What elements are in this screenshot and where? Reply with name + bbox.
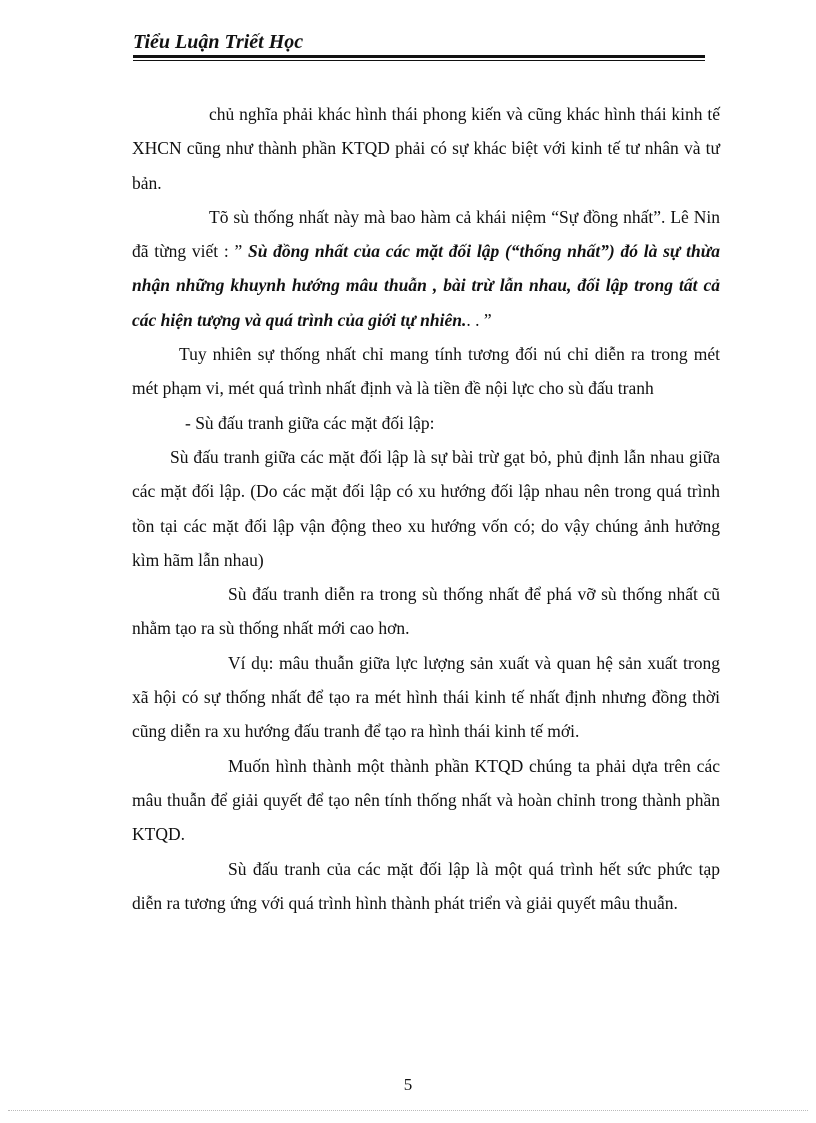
header-title: Tiểu Luận Triết Học	[133, 31, 304, 53]
paragraph-example: Ví dụ: mâu thuẫn giữa lực lượng sản xuất và quan hệ sản xuất trong xã hội có sự thống nhất để tạo ra mét hình thái kinh tế nhất định nhưng đồng thời cũng diễn ra xu hướng đấu tranh để tạo ra hình thái kinh tế mới.	[132, 652, 720, 742]
paragraph-struggle-definition: Sù đấu tranh giữa các mặt đối lập là sự bài trừ gạt bỏ, phủ định lẫn nhau giữa các mặt đối lập. (Do các mặt đối lập có xu hướng đối lập nhau nên trong quá trình tồn tại các mặt đối lập vận động theo xu hướng vốn có; do vậy chúng ảnh hưởng kìm hãm lẫn nhau)	[132, 446, 720, 570]
paragraph-ktqd: Muốn hình thành một thành phần KTQD chúng ta phải dựa trên các mâu thuẫn để giải quyết để tạo nên tính thống nhất và hoàn chỉnh trong thành phần KTQD.	[132, 755, 720, 845]
header-rule-thick	[133, 55, 705, 58]
paragraph-struggle-within-unity: Sù đấu tranh diễn ra trong sù thống nhất để phá vỡ sù thống nhất cũ nhằm tạo ra sù thống nhất mới cao hơn.	[132, 584, 720, 639]
section-heading-struggle: - Sù đấu tranh giữa các mặt đối lập:	[185, 412, 435, 433]
paragraph-lenin-quote	[132, 200, 720, 337]
lenin-quote: Sù đồng nhất của các mặt đối lập (“thống nhất”) đó là sự thừa nhận những khuynh hướng mâu thuẫn , bài trừ lẫn nhau, đối lập trong tất cả các hiện tượng và quá trình của giới tự nhiên.	[132, 241, 720, 330]
header-rule-thin	[133, 60, 705, 61]
quote-close: . . ”	[466, 309, 492, 330]
page-number: 5	[403, 1075, 413, 1094]
paragraph-lead: Tõ sù thống nhất này mà bao hàm cả khái niệm “Sự đồng nhất”. Lê Nin đã từng viết : ”	[132, 206, 720, 262]
paragraph-struggle-process: Sù đấu tranh của các mặt đối lập là một quá trình hết sức phức tạp diễn ra tương ứng với quá trình hình thành phát triển và giải quyết mâu thuẫn.	[132, 858, 720, 913]
page-bottom-border	[8, 1110, 808, 1111]
paragraph-relative-unity: Tuy nhiên sự thống nhất chỉ mang tính tương đối nú chỉ diễn ra trong mét mét phạm vi, mét quá trình nhất định và là tiền đề nội lực cho sù đấu tranh	[132, 344, 720, 399]
body-text	[132, 97, 720, 920]
paragraph-continuation: chủ nghĩa phải khác hình thái phong kiến và cũng khác hình thái kinh tế XHCN cũng như thành phần KTQD phải có sự khác biệt với kinh tế tư nhân và tư bản.	[132, 104, 720, 193]
